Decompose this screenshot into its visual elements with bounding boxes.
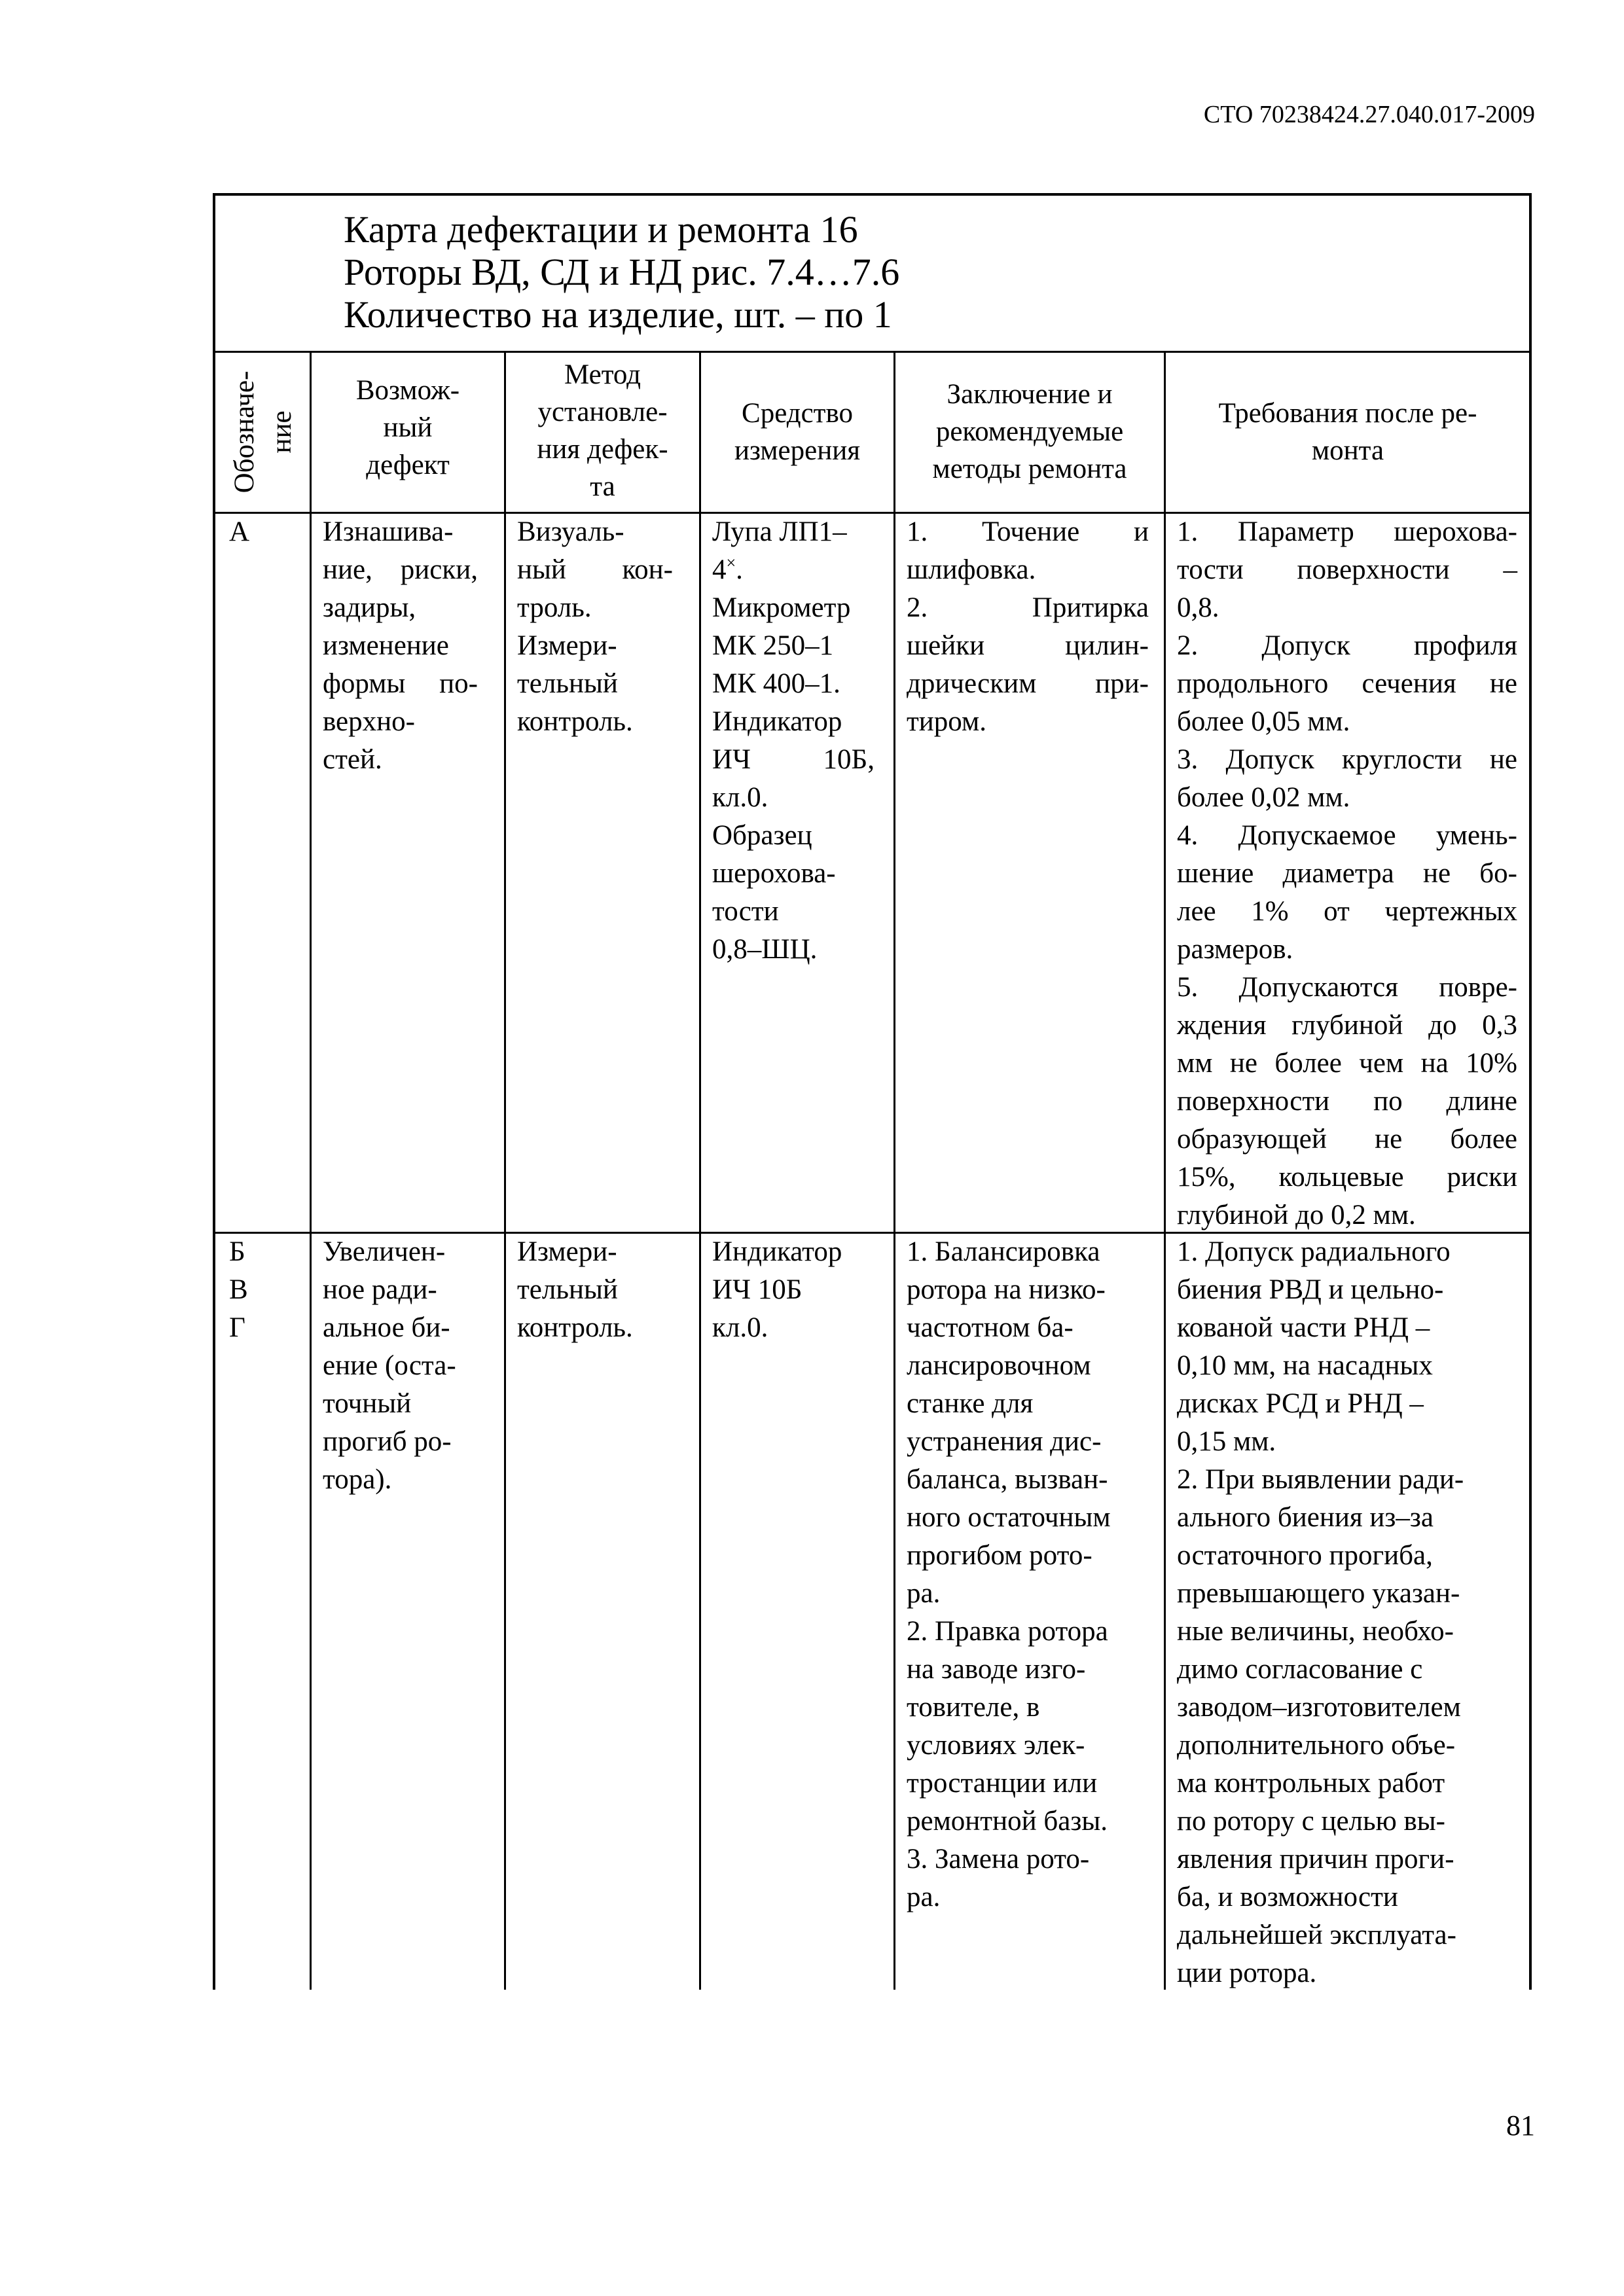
cell-line: шлифовка. [907,554,1036,585]
cell-line: ение (оста- [323,1350,456,1381]
cell-line: тости [712,896,779,927]
cell-line: мм не более чем на 10% [1177,1048,1517,1079]
cell-line: Увеличен- [323,1236,446,1267]
column-header-conclusion [895,376,1164,488]
row-1-method [517,513,673,741]
cell-line: ремонтной базы. [907,1806,1108,1837]
cell-line: 1. Точение и [907,516,1149,547]
cell-line: остаточного прогиба, [1177,1540,1433,1571]
cell-line: на заводе изго- [907,1654,1086,1685]
column-header-designation-line: Обозначе- [229,370,260,493]
cell-line: дополнительного объе- [1177,1730,1456,1761]
row-1-tool [712,513,875,969]
cell-line: ного остаточным [907,1502,1111,1533]
cell-line: ное ради- [323,1274,437,1305]
cell-line: превышающего указан- [1177,1578,1460,1609]
column-header-method-line: ния дефек- [537,434,668,465]
cell-line: ние, риски, [323,554,478,585]
cell-line: ра. [907,1882,941,1912]
cell-line: размеров. [1177,934,1293,965]
cell-line: более 0,02 мм. [1177,782,1350,813]
cell-line: частотном ба- [907,1312,1074,1343]
column-header-tool-line: Средство [742,398,853,429]
cell-line: более 0,05 мм. [1177,706,1350,737]
cell-line: Б [229,1236,245,1267]
cell-line: лансировочном [907,1350,1091,1381]
cell-line: ра. [907,1578,941,1609]
cell-line: 1. Балансировка [907,1236,1100,1267]
cell-line: изменение [323,630,449,661]
document-code: СТО 70238424.27.040.017-2009 [1203,101,1535,128]
cell-line: 2. Притирка [907,592,1149,623]
cell-line: А [229,516,250,547]
column-header-designation [216,353,311,511]
column-header-method-line: установле- [537,397,668,427]
cell-line: ального биения из–за [1177,1502,1434,1533]
cell-line: тора). [323,1464,392,1495]
cell-line: образующей не более [1177,1124,1517,1155]
cell-line: формы по- [323,668,478,699]
cell-line: задиры, [323,592,416,623]
column-header-defect-line: дефект [366,450,450,480]
column-header-requirements [1166,395,1530,469]
cell-line: тельный [517,1274,618,1305]
cell-line: ции ротора. [1177,1958,1317,1988]
card-title-line-3: Количество на изделие, шт. – по 1 [344,293,892,336]
cell-line: верхно- [323,706,415,737]
column-header-method [506,356,699,505]
cell-line: лее 1% от чертежных [1177,896,1517,927]
cell-line: 0,8. [1177,592,1219,623]
cell-line: продольного сечения не [1177,668,1517,699]
row-1-conclusion [907,513,1149,741]
cell-line: шерохова- [712,858,836,889]
column-divider [504,352,506,1990]
cell-line: 2. Допуск профиля [1177,630,1517,661]
row-2-requirements [1177,1233,1527,1992]
cell-line: поверхности по длине [1177,1086,1517,1117]
column-header-designation-line: ние [266,410,297,454]
cell-line: димо согласование с [1177,1654,1423,1685]
cell-line: троль. [517,592,592,623]
column-divider [699,352,701,1990]
cell-line: тростанции или [907,1768,1098,1799]
cell-line: 5. Допускаются повре- [1177,972,1517,1003]
cell-line: 4. Допускаемое умень- [1177,820,1517,851]
row-2-designation [229,1233,308,1347]
cell-line: товителе, в [907,1692,1040,1723]
cell-line: дрическим при- [907,668,1149,699]
cell-line [712,551,875,589]
cell-line: стей. [323,744,382,775]
cell-line: 1. Параметр шерохова- [1177,516,1517,547]
cell-line: 15%, кольцевые риски [1177,1162,1517,1193]
cell-line: 2. При выявлении ради- [1177,1464,1464,1495]
row-1-defect [323,513,478,779]
cell-line: Изнашива- [323,516,454,547]
cell-line: тельный [517,668,618,699]
cell-line: точный [323,1388,412,1419]
cell-line: ный кон- [517,554,673,585]
cell-line: станке для [907,1388,1034,1419]
cell-text: 4 [712,554,727,585]
row-1-designation [229,513,308,551]
cell-line: альное би- [323,1312,450,1343]
cell-line: 0,10 мм, на насадных [1177,1350,1433,1381]
column-header-requirements-line: Требования после ре- [1218,398,1477,429]
cell-line: ждения глубиной до 0,3 [1177,1010,1517,1041]
column-header-conclusion-line: рекомендуемые [935,416,1124,447]
card-title [344,208,899,336]
row-2-defect [323,1233,499,1499]
superscript: × [726,553,736,573]
row-2-tool [712,1233,889,1347]
column-divider [310,352,312,1990]
card-title-line-2: Роторы ВД, СД и НД рис. 7.4…7.6 [344,251,900,293]
cell-line: ма контрольных работ [1177,1768,1445,1799]
cell-line: кованой части РНД – [1177,1312,1430,1343]
cell-line: условиях элек- [907,1730,1085,1761]
page-number: 81 [1506,2109,1535,2142]
cell-line: контроль. [517,1312,633,1343]
cell-line: кл.0. [712,782,768,813]
header-top-rule [213,351,1532,353]
cell-line: баланса, вызван- [907,1464,1108,1495]
column-header-defect [312,372,504,484]
cell-line: дисках РСД и РНД – [1177,1388,1424,1419]
cell-line: ротора на низко- [907,1274,1106,1305]
column-header-defect-line: ный [383,412,433,443]
cell-line: тости поверхности – [1177,554,1517,585]
cell-line: кл.0. [712,1312,768,1343]
cell-line: устранения дис- [907,1426,1102,1457]
cell-line: Микрометр [712,592,851,623]
cell-line: ба, и возможности [1177,1882,1398,1912]
cell-line: Образец [712,820,812,851]
cell-line: Индикатор [712,1236,842,1267]
column-header-method-line: Метод [564,359,641,390]
column-header-tool-line: измерения [734,435,861,466]
column-header-requirements-line: монта [1311,435,1384,466]
cell-line: Лупа ЛП1– [712,516,847,547]
column-header-defect-line: Возмож- [355,375,460,406]
cell-line: дальнейшей эксплуата- [1177,1920,1456,1950]
cell-line: шейки цилин- [907,630,1149,661]
cell-line: МК 250–1 [712,630,834,661]
cell-line: заводом–изготовителем [1177,1692,1461,1723]
cell-line: Измери- [517,1236,617,1267]
cell-line: 3. Допуск круглости не [1177,744,1517,775]
cell-line: прогиб ро- [323,1426,452,1457]
cell-line: явления причин проги- [1177,1844,1454,1874]
row-2-conclusion [907,1233,1162,1916]
cell-line: по ротору с целью вы- [1177,1806,1445,1837]
cell-line: 0,8–ШЦ. [712,934,818,965]
column-header-method-line: та [590,471,615,502]
card-title-line-1: Карта дефектации и ремонта 16 [344,208,858,251]
cell-text: . [736,554,743,585]
cell-line: контроль. [517,706,633,737]
cell-line: шение диаметра не бо- [1177,858,1517,889]
column-header-conclusion-line: Заключение и [947,379,1113,410]
cell-line: 2. Правка ротора [907,1616,1108,1647]
cell-line: Визуаль- [517,516,624,547]
cell-line: 1. Допуск радиального [1177,1236,1451,1267]
cell-line: МК 400–1. [712,668,840,699]
cell-line: Г [229,1312,245,1343]
row-1-requirements [1177,513,1517,1234]
cell-line: глубиной до 0,2 мм. [1177,1200,1416,1230]
cell-line: ные величины, необхо- [1177,1616,1454,1647]
cell-line: ИЧ 10Б, [712,744,875,775]
cell-line: В [229,1274,248,1305]
column-header-conclusion-line: методы ремонта [932,454,1127,484]
cell-line: 3. Замена рото- [907,1844,1090,1874]
cell-line: биения РВД и цельно- [1177,1274,1444,1305]
cell-line: тиром. [907,706,986,737]
row-2-method [517,1233,694,1347]
cell-line: Индикатор [712,706,842,737]
column-header-tool [701,395,893,469]
column-divider [1164,352,1166,1990]
cell-line: ИЧ 10Б [712,1274,803,1305]
cell-line: 0,15 мм. [1177,1426,1276,1457]
column-divider [893,352,895,1990]
cell-line: прогибом рото- [907,1540,1092,1571]
cell-line: Измери- [517,630,617,661]
